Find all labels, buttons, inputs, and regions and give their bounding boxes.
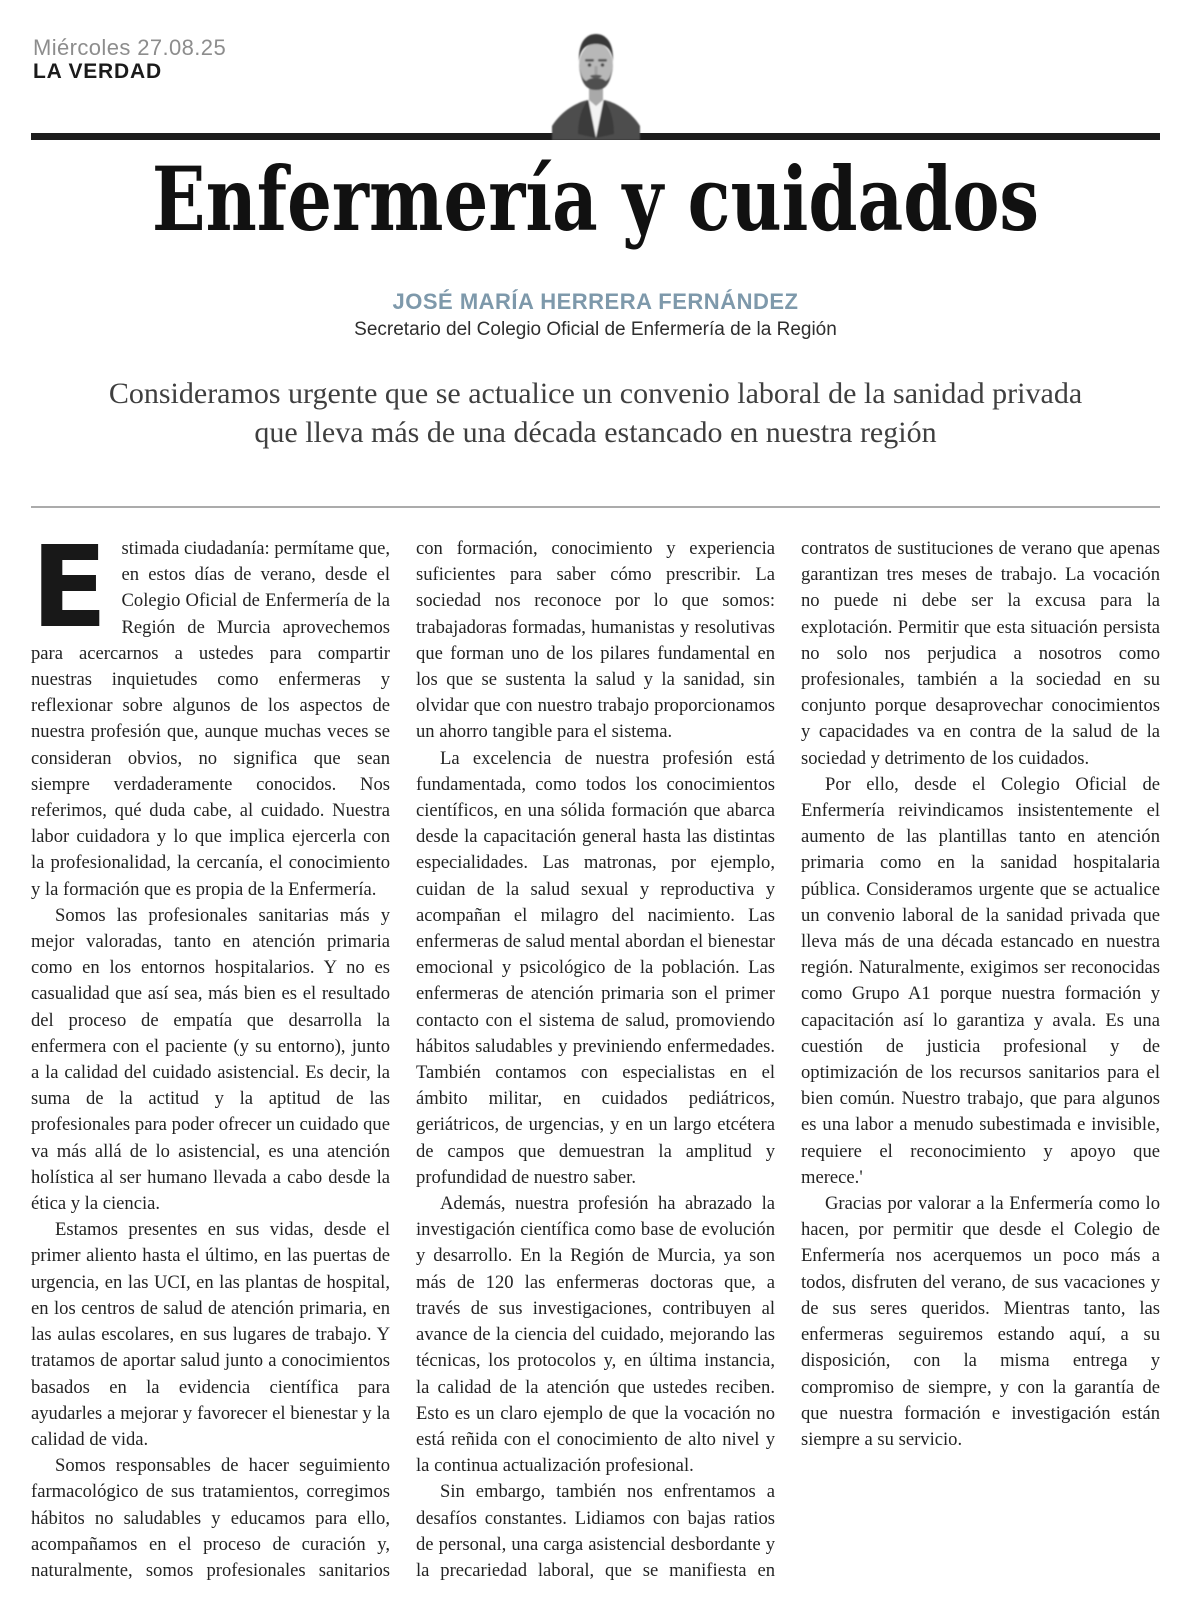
body-paragraph: Gracias por valorar a la Enfermería como lo hacen, por permitir que desde el Colegio de Enfermería nos acerquemos un poco más a todos, disfruten del verano, de sus vacaciones y de sus seres queridos. Mientras tanto, las enfermeras seguiremos estando aquí, a su disposición, con la misma entrega y compromiso de siempre, y con la garantía de que nuestra formación e investigación están siempre a su servicio.: [801, 1193, 1160, 1450]
article-body: [31, 536, 1160, 1588]
body-paragraph: Por ello, desde el Colegio Oficial de Enfermería reivindicamos insistentemente el aumento de las plantillas tanto en atención primaria como en la sanidad hospitalaria pública. Consideramos urgente que se actualice un convenio laboral de la sanidad privada que lleva más de una década estancado en nuestra región. Naturalmente, exigimos ser reconocidas como Grupo A1 porque nuestra formación y capacitación así lo garantiza y avala. Es una cuestión de justicia profesional y de optimización de los recursos sanitarios para el bien común. Nuestro trabajo, que para algunos es una labor a menudo subestimada e invisible, requiere el reconocimiento y apoyo que merece.': [801, 773, 1160, 1188]
dropcap: E: [31, 536, 108, 653]
body-paragraph: Además, nuestra profesión ha abrazado la investigación científica como base de evolución y desarrollo. En la Región de Murcia, ya son más de 120 las enfermeras doctoras que, a través de sus investigaciones, contribuyen al avance de la ciencia del cuidado, mejorando las técnicas, los protocolos y, en última instancia, la calidad de la atención que ustedes reciben. Esto es un claro ejemplo de que la vocación no está reñida con el conocimiento de alto nivel y la continua actualización profesional.: [416, 1193, 775, 1477]
issue-date: Miércoles 27.08.25: [33, 35, 227, 60]
article-headline: Enfermería y cuidados: [151, 147, 1040, 251]
author-photo: [548, 26, 644, 140]
body-paragraph: Somos responsables de hacer seguimiento farmacológico de sus tratamientos, corregimos hábitos no saludables y educamos para ello, acompañamos en el proceso de curación y, naturalmente, somos profesionales sanitarios con formación, conocimiento y experiencia suficientes para saber cómo prescribir. La sociedad nos reconoce por lo que somos: trabajadoras formadas, humanistas y resolutivas que forman uno de los pilares fundamental en los que se sustenta la salud y la sanidad, sin olvidar que con nuestro trabajo proporcionamos un ahorro tangible para el sistema.: [31, 538, 775, 1581]
newspaper-page: [31, 0, 1160, 1588]
body-paragraph: La excelencia de nuestra profesión está fundamentada, como todos los conocimientos científicos, en una sólida formación que abarca desde la capacitación general hasta las distintas especialidades. Las matronas, por ejemplo, cuidan de la salud sexual y reproductiva y acompañan el milagro del nacimiento. Las enfermeras de salud mental abordan el bienestar emocional y psicológico de la población. Las enfermeras de atención primaria son el primer contacto con el sistema de salud, promoviendo hábitos saludables y previniendo enfermedades. También contamos con especialistas en el ámbito militar, en cuidados pediátricos, geriátricos, de urgencias, y en un largo etcétera de campos que demuestran la amplitud y profundidad de nuestro saber.: [416, 747, 775, 1188]
masthead: [31, 0, 1160, 140]
byline-author: JOSÉ MARÍA HERRERA FERNÁNDEZ: [392, 289, 799, 314]
body-paragraph: Somos las profesionales sanitarias más y mejor valoradas, tanto en atención primaria como en los entornos hospitalarios. Y no es casualidad que así sea, más bien es el resultado del proceso de empatía que desarrolla la enfermera con el paciente (y su entorno), junto a la calidad del cuidado asistencial. Es decir, la suma de la actitud y la aptitud de las profesionales para poder ofrecer un cuidado que va más allá de lo asistencial, es una atención holística al ser humano llevada a cabo desde la ética y la ciencia.: [31, 904, 390, 1215]
publication-name: LA VERDAD: [33, 60, 162, 83]
standfirst: Consideramos urgente que se actualice un convenio laboral de la sanidad privada que lleva más de una década estancado en nuestra región: [108, 377, 1083, 449]
divider-rule: [31, 506, 1160, 508]
body-paragraph: Estimada ciudadanía: permítame que, en estos días de verano, desde el Colegio Oficial de Enfermería de la Región de Murcia aprovechemos para acercarnos a ustedes para compartir nuestras inquietudes como enfermeras y reflexionar sobre algunos de los aspectos de nuestra profesión que, aunque muchas veces se consideran obvios, no significa que sean siempre verdaderamente conocidos. Nos referimos, qué duda cabe, al cuidado. Nuestra labor cuidadora y lo que implica ejercerla con la profesionalidad, la cercanía, el conocimiento y la formación que es propia de la Enfermería.: [31, 536, 390, 900]
byline-role: Secretario del Colegio Oficial de Enfermería de la Región: [354, 319, 837, 340]
body-paragraph: Sin embargo, también nos enfrentamos a desafíos constantes. Lidiamos con bajas ratios de personal, una carga asistencial desbordante y la precariedad laboral, que se manifiesta en contratos de sustituciones de verano que apenas garantizan tres meses de trabajo. La vocación no puede ni debe ser la excusa para la explotación. Permitir que esta situación persista no solo nos perjudica a nosotros como profesionales, también a la sociedad en su conjunto porque desaprovechar conocimientos y capacidades va en contra de la salud de la sociedad y detrimento de los cuidados.: [416, 538, 1160, 1581]
body-paragraph: Estamos presentes en sus vidas, desde el primer aliento hasta el último, en las puertas de urgencia, en las UCI, en las plantas de hospital, en los centros de salud de atención primaria, en las aulas escolares, en sus lugares de trabajo. Y tratamos de aportar salud junto a conocimientos basados en la evidencia científica para ayudarles a mejorar y favorecer el bienestar y la calidad de vida.: [31, 1219, 390, 1450]
